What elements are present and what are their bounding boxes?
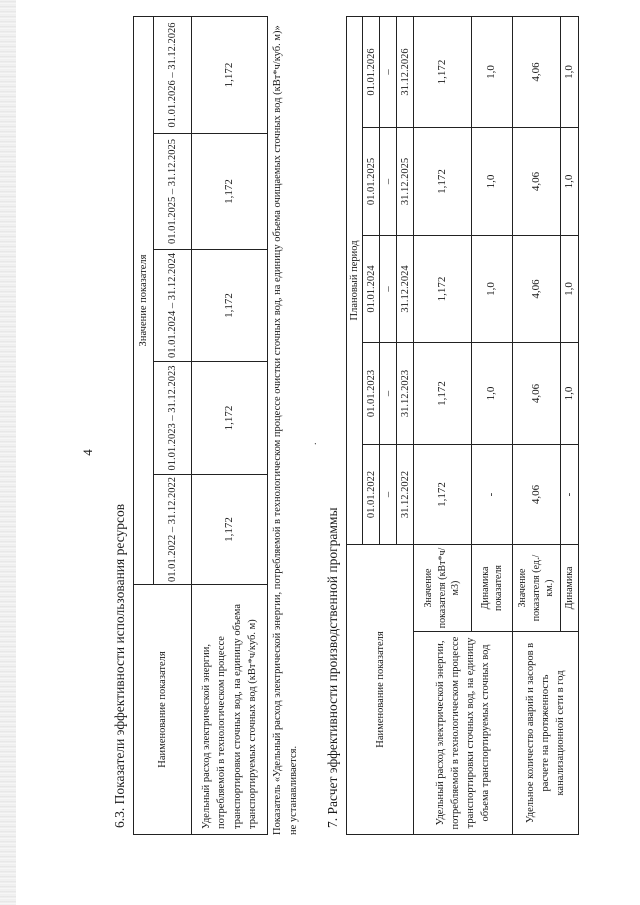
period-end: 31.12.2026: [397, 16, 414, 127]
dynamics-value: -: [561, 445, 579, 545]
indicator-value: 1,172: [192, 362, 268, 475]
section-6-3-heading: 6.3. Показатели эффективности использования ресурсов: [112, 503, 127, 828]
dynamics-value: -: [472, 445, 513, 545]
period-header: 01.01.2026 – 31.12.2026: [154, 16, 192, 133]
period-start: 01.01.2022: [363, 445, 380, 545]
indicator-value: 4,06: [513, 16, 561, 127]
indicator-value: 4,06: [513, 128, 561, 236]
stray-dot: .: [308, 442, 319, 445]
indicator-name: Удельный расход электрической энергии, потребляемой в технологическом процессе транспортировки сточных вод, на единицу объема транспортируемых сточных вод: [414, 632, 513, 835]
indicator-value: 1,172: [192, 16, 268, 133]
dynamics-value: 1,0: [472, 343, 513, 445]
period-dash: –: [380, 343, 397, 445]
period-start: 01.01.2024: [363, 236, 380, 343]
col-name-header: Наименование показателя: [347, 545, 414, 835]
page-number: 4: [80, 449, 95, 456]
section-7-heading: 7. Расчет эффективности производственной программы: [325, 507, 340, 828]
indicator-value: 1,172: [192, 250, 268, 362]
period-end: 31.12.2023: [397, 343, 414, 445]
dynamics-value: 1,0: [561, 16, 579, 127]
indicator-value: 1,172: [192, 134, 268, 250]
period-dash: –: [380, 236, 397, 343]
period-dash: –: [380, 128, 397, 236]
period-header: 01.01.2024 – 31.12.2024: [154, 250, 192, 362]
indicator-value: 1,172: [414, 445, 472, 545]
dynamics-value: 1,0: [472, 128, 513, 236]
indicator-value: 1,172: [414, 128, 472, 236]
period-dash: –: [380, 445, 397, 545]
indicator-value: 1,172: [414, 236, 472, 343]
period-header: 01.01.2025 – 31.12.2025: [154, 134, 192, 250]
plan-group-header: Плановый период: [347, 16, 363, 544]
value-sublabel: Значение показателя (ед./км.): [513, 545, 561, 632]
program-efficiency-table: [346, 16, 579, 835]
period-end: 31.12.2024: [397, 236, 414, 343]
indicator-name: Удельное количество аварий и засоров в расчете на протяженность канализационной сети в год: [513, 632, 579, 835]
col-name-header: Наименование показателя: [134, 585, 192, 835]
period-start: 01.01.2025: [363, 128, 380, 236]
indicator-value: 4,06: [513, 236, 561, 343]
period-header: 01.01.2022 – 31.12.2022: [154, 475, 192, 585]
period-header: 01.01.2023 – 31.12.2023: [154, 362, 192, 475]
resource-efficiency-table: [133, 16, 268, 835]
indicator-value: 4,06: [513, 343, 561, 445]
indicator-value: 1,172: [414, 16, 472, 127]
period-dash: –: [380, 16, 397, 127]
period-start: 01.01.2026: [363, 16, 380, 127]
dynamics-value: 1,0: [472, 236, 513, 343]
note-paragraph: Показатель «Удельный расход электрической энергии, потребляемой в технологическом процессе очистки сточных вод, на единицу объема очищаемых сточных вод (кВт*ч/куб. м)» не устанавливается.: [272, 25, 299, 835]
dynamics-value: 1,0: [472, 16, 513, 127]
dynamics-value: 1,0: [561, 128, 579, 236]
indicator-value: 1,172: [192, 475, 268, 585]
indicator-value: 1,172: [414, 343, 472, 445]
dynamics-value: 1,0: [561, 236, 579, 343]
indicator-name: Удельный расход электрической энергии, потребляемой в технологическом процессе транспортировки сточных вод, на единицу объема транспортируемых сточных вод (кВт*ч/куб. м): [192, 585, 268, 835]
value-group-header: Значение показателя: [134, 16, 154, 584]
indicator-value: 4,06: [513, 445, 561, 545]
dynamics-sublabel: Динамика показателя: [472, 545, 513, 632]
period-end: 31.12.2022: [397, 445, 414, 545]
period-start: 01.01.2023: [363, 343, 380, 445]
dynamics-sublabel: Динамика: [561, 545, 579, 632]
value-sublabel: Значение показателя (кВт*ч/м3): [414, 545, 472, 632]
dynamics-value: 1,0: [561, 343, 579, 445]
period-end: 31.12.2025: [397, 128, 414, 236]
